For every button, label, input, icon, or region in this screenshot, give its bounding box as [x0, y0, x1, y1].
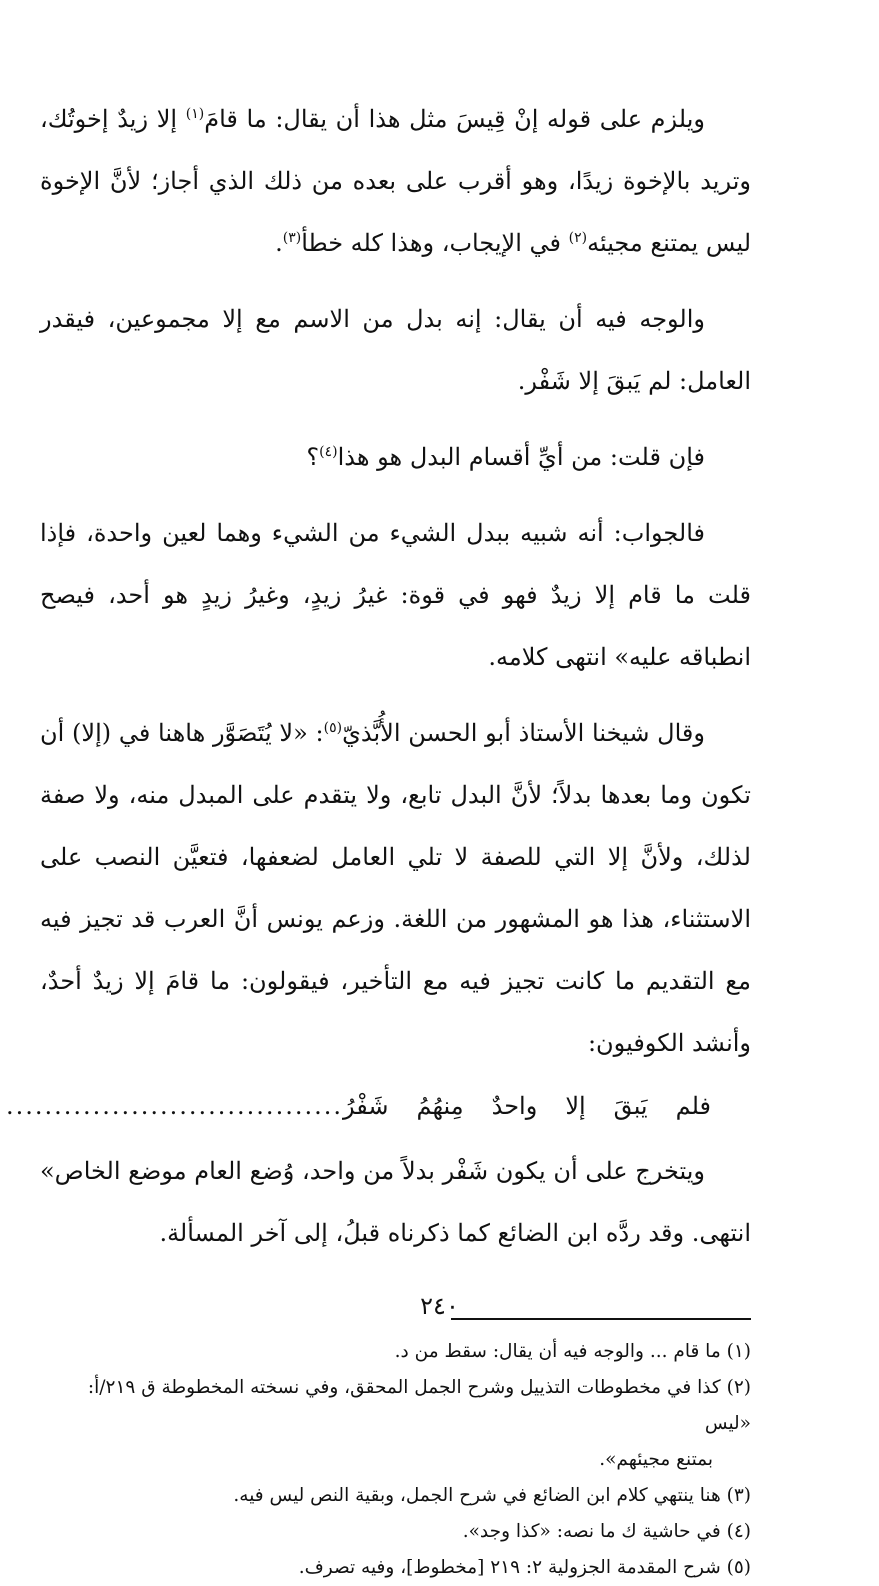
verse-word: يَبقَ	[613, 1092, 648, 1120]
verse-ellipsis: ...................................	[5, 1092, 343, 1120]
footnote-ref-1: (١)	[185, 106, 205, 122]
footnote-ref-4: (٤)	[319, 444, 338, 460]
paragraph-2: والوجه فيه أن يقال: إنه بدل من الاسم مع إلا مجموعين، فيقدر العامل: لم يَبقَ إلا شَفْر.	[40, 305, 751, 395]
paragraph-3-part-a: فإن قلت: من أيِّ أقسام البدل هو هذا	[337, 443, 705, 471]
main-text	[5, 88, 752, 1264]
paragraph-5-part-b: : «لا يُتَصَوَّر هاهنا في (إلا) أن تكون وما بعدها بدلاً؛ لأنَّ البدل تابع، ولا يتقدم على المبدل منه، ولا صفة لذلك، ولأنَّ إلا التي للصفة لا تلي العامل لضعفها، فتعيَّن النصب على الاستثناء، هذا هو المشهور من اللغة. وزعم يونس أنَّ العرب قد تجيز فيه مع التقديم ما كانت تجيز فيه مع التأخير، فيقولون: ما قامَ إلا زيدٌ أحدٌ، وأنشد الكوفيون:	[40, 719, 751, 1057]
paragraph-1-part-b: إلا زيدٌ إخوتُك، وتريد بالإخوة زيدًا، وهو أقرب على بعده من ذلك الذي أجاز؛ لأنَّ الإخوة ليس يمتنع مجيئه	[40, 105, 751, 257]
paragraph-1-part-c: في الإيجاب، وهذا كله خطأ	[301, 229, 569, 257]
verse-word: واحدٌ	[491, 1092, 538, 1120]
footnotes	[40, 1334, 751, 1586]
paragraph-5	[40, 702, 751, 1074]
footnote-4: (٤) في حاشية ك ما نصه: «كذا وجد».	[462, 1521, 751, 1542]
verse-word: فلم	[675, 1092, 711, 1120]
verse-word: شَفْرُ	[342, 1092, 389, 1120]
verse-word: مِنهُمُ	[416, 1092, 464, 1120]
verse-hemistich	[343, 1078, 751, 1134]
paragraph-4: فالجواب: أنه شبيه ببدل الشيء من الشيء وهما لعين واحدة، فإذا قلت ما قام إلا زيدٌ فهو في قوة: غيرُ زيدٍ، وغيرُ زيدٍ هو أحد، فيصح انطباقه عليه» انتهى كلامه.	[40, 519, 752, 671]
footnote-2-continuation: بمتنع مجيئهم».	[599, 1449, 713, 1470]
footnote-3: (٣) هنا ينتهي كلام ابن الضائع في شرح الجمل، وبقية النص ليس فيه.	[233, 1485, 751, 1506]
footnote-5: (٥) شرح المقدمة الجزولية ٢: ٢١٩ [مخطوط]، وفيه تصرف.	[298, 1557, 751, 1578]
verse-word: إلا	[565, 1092, 586, 1120]
paragraph-5-part-a: وقال شيخنا الأستاذ أبو الحسن الأُبَّذيّ	[342, 719, 705, 747]
paragraph-1	[40, 88, 751, 274]
paragraph-1-part-d: .	[275, 229, 283, 257]
page-number: ٢٤٠	[420, 1292, 459, 1320]
paragraph-3-part-b: ؟	[306, 443, 320, 471]
footnote-1: (١) ما قام ... والوجه فيه أن يقال: سقط من د.	[394, 1341, 751, 1362]
paragraph-3	[40, 426, 751, 488]
paragraph-1-part-a: ويلزم على قوله إنْ قِيسَ مثل هذا أن يقال: ما قامَ	[204, 105, 705, 133]
footnote-ref-2: (٢)	[568, 230, 588, 246]
footnote-ref-5: (٥)	[323, 720, 343, 736]
footnote-2: (٢) كذا في مخطوطات التذييل وشرح الجمل المحقق، وفي نسخته المخطوطة ق ٢١٩/أ: «ليس	[87, 1377, 751, 1434]
footnote-ref-3: (٣)	[282, 230, 302, 246]
poetry-verse	[5, 1078, 751, 1134]
paragraph-6: ويتخرج على أن يكون شَفْر بدلاً من واحد، وُضع العام موضع الخاص» انتهى. وقد ردَّه ابن الضائع كما ذكرناه قبلُ، إلى آخر المسألة.	[40, 1157, 751, 1247]
